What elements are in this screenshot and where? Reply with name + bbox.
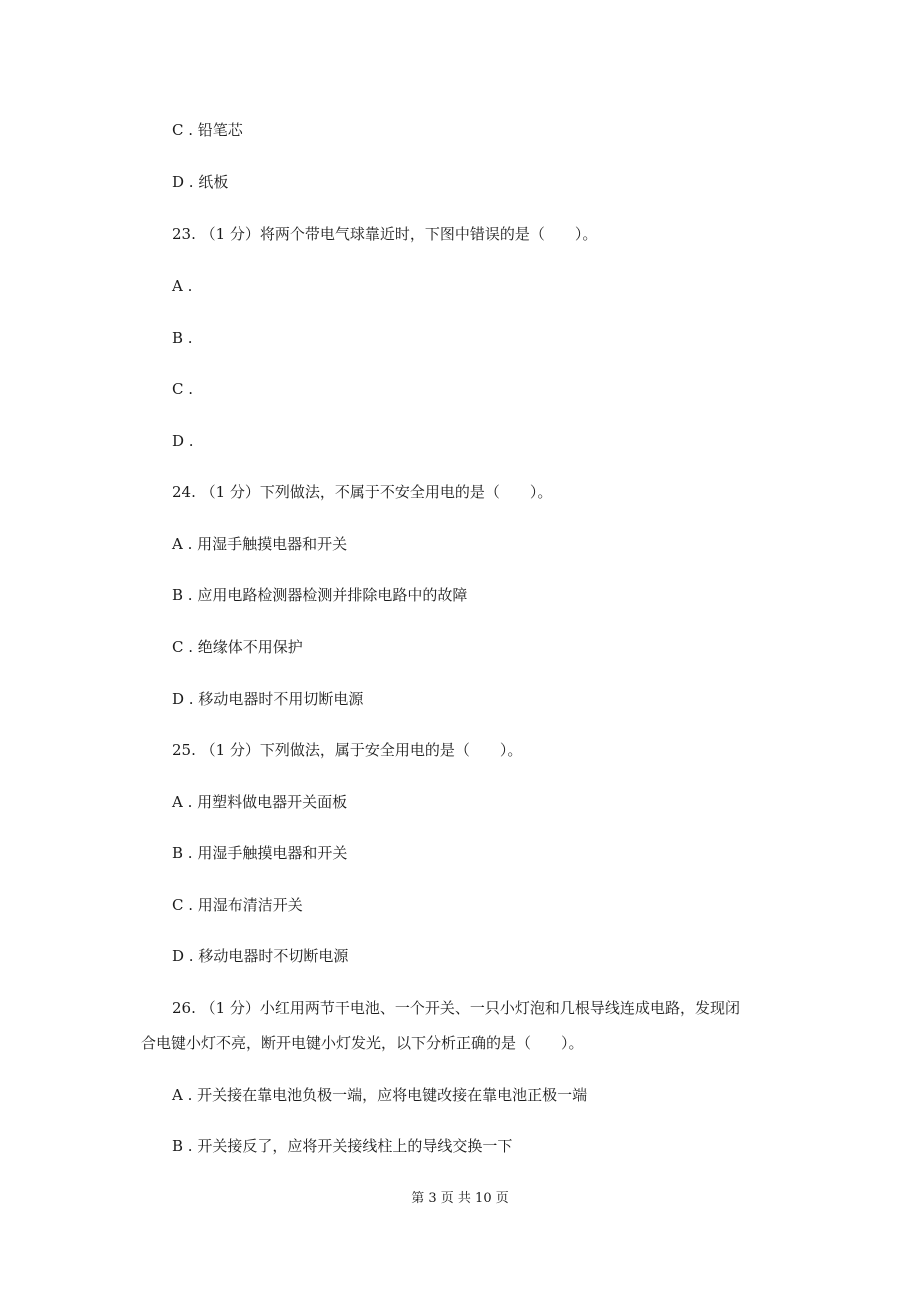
option-a-q24: A . 用湿手触摸电器和开关: [172, 535, 348, 553]
option-d-q25: D . 移动电器时不切断电源: [172, 947, 349, 965]
option-b-q25: B . 用湿手触摸电器和开关: [172, 844, 348, 862]
option-b-q26: B . 开关接反了，应将开关接线柱上的导线交换一下: [172, 1137, 513, 1155]
question-24: 24. （1 分）下列做法，不属于不安全用电的是（ ）。: [172, 483, 553, 501]
page-footer: 第 3 页 共 10 页: [411, 1191, 509, 1206]
question-26: 26. （1 分）小红用两节干电池、一个开关、一只小灯泡和几根导线连成电路，发现闭: [172, 999, 740, 1017]
question-23: 23. （1 分）将两个带电气球靠近时，下图中错误的是（ ）。: [172, 225, 598, 243]
question-25: 25. （1 分）下列做法，属于安全用电的是（ ）。: [172, 741, 523, 759]
option-d-q22: D . 纸板: [172, 173, 229, 191]
option-c-q25: C . 用湿布清洁开关: [172, 896, 303, 914]
option-c-q22: C . 铅笔芯: [172, 121, 243, 139]
option-b-q24: B . 应用电路检测器检测并排除电路中的故障: [172, 586, 468, 604]
option-d-q24: D . 移动电器时不用切断电源: [172, 690, 364, 708]
option-d-q23: D .: [172, 432, 194, 450]
option-a-q26: A . 开关接在靠电池负极一端，应将电键改接在靠电池正极一端: [172, 1086, 588, 1104]
option-b-q23: B .: [172, 329, 193, 347]
option-a-q23: A .: [172, 277, 193, 295]
option-c-q23: C .: [172, 380, 194, 398]
option-c-q24: C . 绝缘体不用保护: [172, 638, 303, 656]
question-26-continued: 合电键小灯不亮，断开电键小灯发光，以下分析正确的是（ ）。: [141, 1034, 584, 1052]
option-a-q25: A . 用塑料做电器开关面板: [172, 793, 348, 811]
